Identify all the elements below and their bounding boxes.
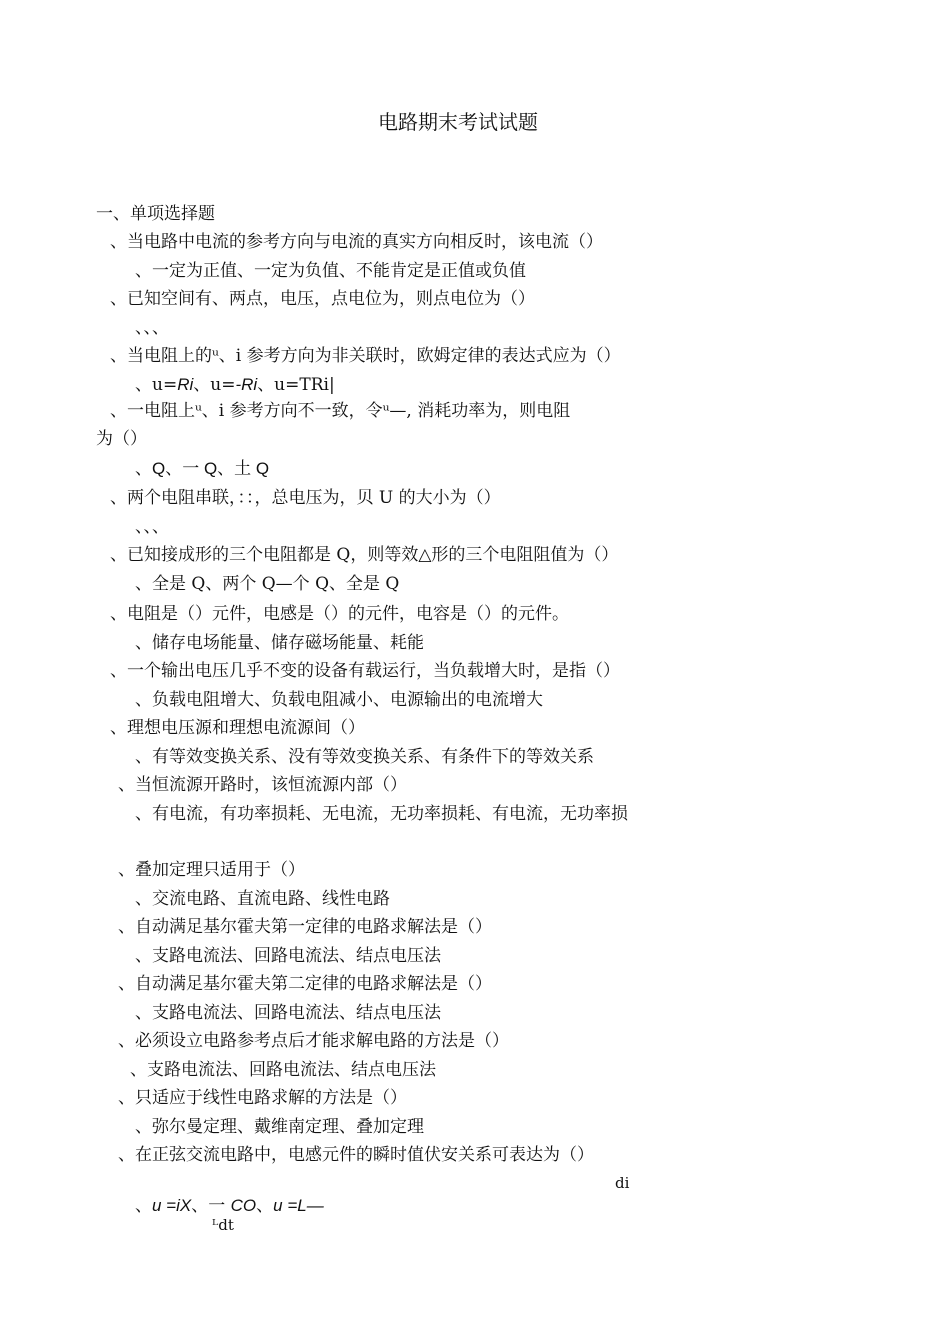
question-10-options: 、有电流，有功率损耗、无电流，无功率损耗、有电流，无功率损 (135, 804, 628, 824)
derivative-denominator: ᴸdt (212, 1216, 234, 1234)
question-15-options: 、弥尔曼定理、戴维南定理、叠加定理 (135, 1117, 424, 1137)
option-text: 、 (256, 1196, 274, 1216)
question-10: 、当恒流源开路时，该恒流源内部（） (118, 775, 407, 795)
question-2: 、已知空间有、两点，电压，点电位为，则点电位为（） (110, 289, 535, 309)
question-12-options: 、支路电流法、回路电流法、结点电压法 (135, 946, 441, 966)
question-9-options: 、有等效变换关系、没有等效变换关系、有条件下的等效关系 (135, 747, 594, 767)
question-11: 、叠加定理只适用于（） (118, 860, 305, 880)
question-3-options (135, 374, 335, 396)
question-7-options: 、储存电场能量、储存磁场能量、耗能 (135, 633, 424, 653)
question-14-options: 、支路电流法、回路电流法、结点电压法 (130, 1060, 436, 1080)
option-text: 、 (135, 1196, 152, 1216)
derivative-numerator: di (615, 1174, 630, 1192)
option-text: 、u= (135, 375, 178, 395)
formula-text: Ri (177, 375, 194, 394)
question-4: 、一电阻上ᵘ、i 参考方向不一致，令ᵘ—, 消耗功率为，则电阻 (110, 401, 571, 421)
formula-text: u =iX (152, 1196, 192, 1215)
option-text: 、u= (193, 375, 236, 395)
question-1: 、当电路中电流的参考方向与电流的真实方向相反时，该电流（） (110, 232, 603, 252)
question-15: 、只适应于线性电路求解的方法是（） (118, 1088, 407, 1108)
option-text: 、u=TRi| (257, 375, 335, 395)
formula-text: CO (230, 1196, 257, 1215)
question-4-options: 、Q、一 Q、土 Q (135, 459, 270, 478)
question-14: 、必须设立电路参考点后才能求解电路的方法是（） (118, 1031, 509, 1051)
question-8-options: 、负载电阻增大、负载电阻减小、电源输出的电流增大 (135, 690, 543, 710)
formula-text: -Ri (235, 375, 258, 394)
question-8: 、一个输出电压几乎不变的设备有载运行，当负载增大时，是指（） (110, 661, 620, 681)
option-text: 、一 (191, 1196, 231, 1216)
question-6-options: 、全是 Q、两个 Q—个 Q、全是 Q (135, 574, 400, 594)
question-1-options: 、一定为正值、一定为负值、不能肯定是正值或负值 (135, 261, 526, 281)
section-heading: 一、单项选择题 (96, 204, 215, 224)
page-title: 电路期末考试试题 (378, 110, 538, 134)
question-4-continuation: 为（） (96, 429, 147, 449)
question-2-options: 、、、 (135, 318, 169, 338)
formula-text: u =L— (273, 1196, 324, 1215)
question-13-options: 、支路电流法、回路电流法、结点电压法 (135, 1003, 441, 1023)
question-7: 、电阻是（）元件，电感是（）的元件，电容是（）的元件。 (110, 604, 569, 624)
question-3: 、当电阻上的ᵘ、i 参考方向为非关联时，欧姆定律的表达式应为（） (110, 346, 621, 366)
question-13: 、自动满足基尔霍夫第二定律的电路求解法是（） (118, 974, 492, 994)
question-11-options: 、交流电路、直流电路、线性电路 (135, 889, 390, 909)
question-5: 、两个电阻串联，：：，总电压为，贝 U 的大小为（） (110, 488, 501, 508)
question-12: 、自动满足基尔霍夫第一定律的电路求解法是（） (118, 917, 492, 937)
question-5-options: 、、、 (135, 517, 169, 537)
question-9: 、理想电压源和理想电流源间（） (110, 718, 365, 738)
question-16: 、在正弦交流电路中，电感元件的瞬时值伏安关系可表达为（） (118, 1145, 594, 1165)
question-6: 、已知接成形的三个电阻都是 Q，则等效△形的三个电阻阻值为（） (110, 545, 619, 565)
